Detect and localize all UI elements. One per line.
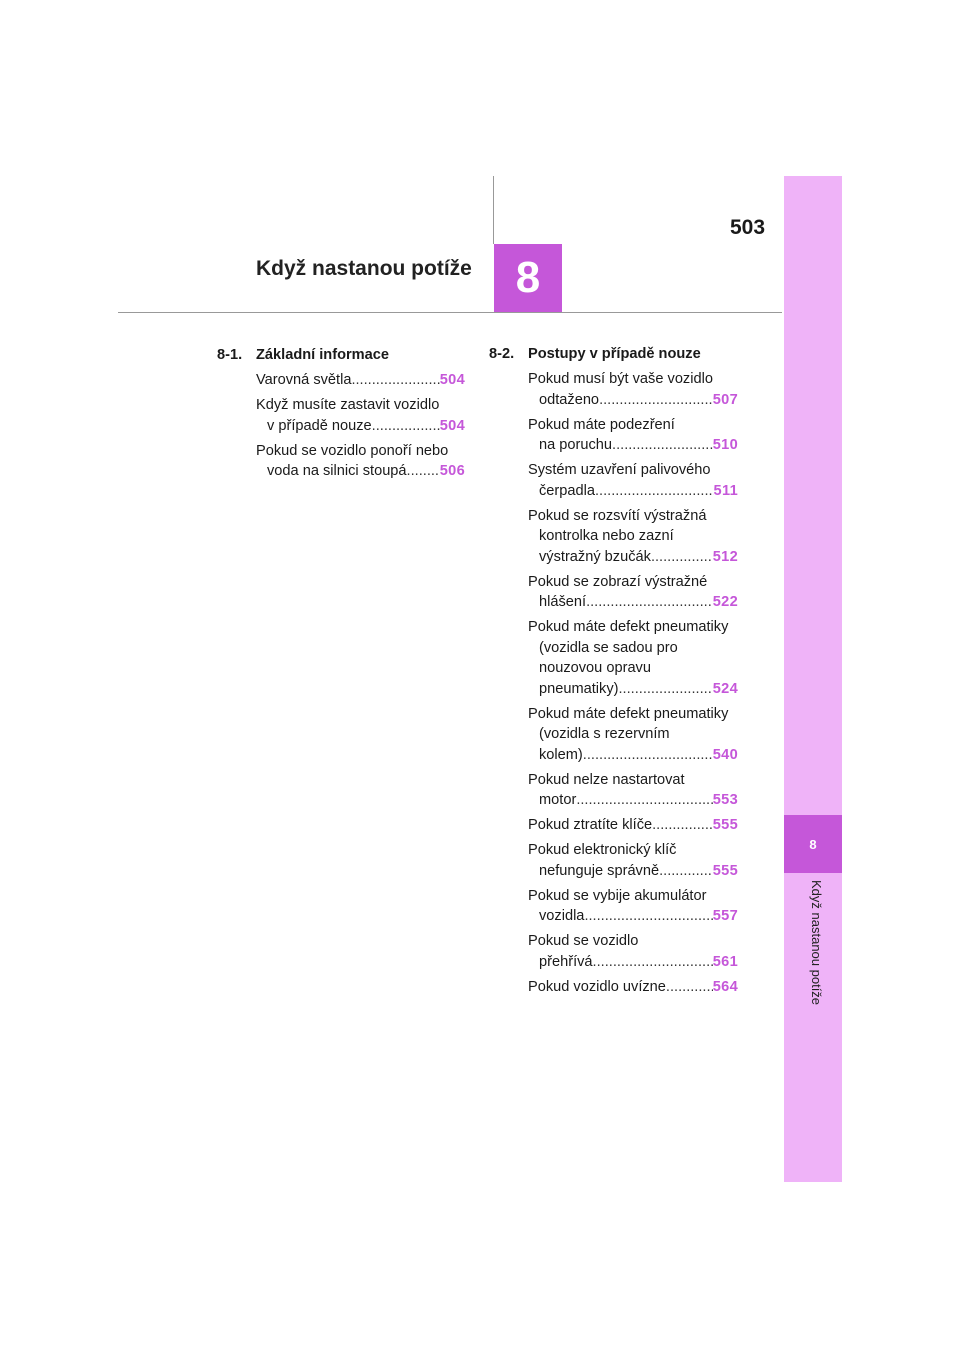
toc-entry-text: výstražný bzučák [539,548,651,565]
toc-entry-row [528,790,738,811]
page-number: 503 [730,216,766,239]
toc-entry[interactable] [256,395,465,436]
toc-entry-text: Pokud máte defekt pneumatiky [528,705,729,722]
toc-entry-text: vozidla [539,908,585,924]
leader-dots [583,745,713,766]
header-horizontal-rule [118,312,782,313]
toc-entry-text: Pokud nelze nastartovat [528,771,685,788]
chapter-title: Když nastanou potíže [256,257,472,280]
toc-entry-text: Pokud se vybije akumulátor [528,887,707,904]
toc-entry[interactable] [528,506,738,568]
toc-entry-text: motor [539,792,577,808]
toc-entry-text: kolem) [539,746,583,763]
leader-dots [612,435,713,456]
toc-section-8-1 [217,345,465,482]
leader-dots [619,679,713,700]
page-link[interactable]: 510 [712,437,738,453]
section-number: 8-1. [217,347,243,363]
toc-entry[interactable] [256,370,465,391]
toc-entry-text: Když musíte zastavit vozidlo [256,397,440,413]
header-vertical-rule [493,176,494,244]
leader-dots [584,906,712,927]
toc-entry-text: v případě nouze [267,417,372,434]
leader-dots [652,815,713,836]
page-link[interactable]: 522 [712,594,738,610]
toc-entry-row [528,390,738,411]
toc-entry[interactable] [528,840,738,881]
leader-dots [372,416,440,437]
leader-dots [407,461,440,482]
section-number: 8-2. [489,346,515,362]
page-link[interactable]: 524 [712,680,738,697]
toc-entry[interactable] [528,704,738,766]
page-link[interactable]: 506 [439,463,465,479]
leader-dots [599,390,713,411]
toc-entry-row [256,461,465,482]
toc-entry-text: Pokud máte podezření [528,416,675,433]
toc-entry-text: hlášení [539,594,587,610]
toc-entry-text: voda na silnici stoupá [267,463,407,479]
toc-entries [256,370,465,482]
toc-entry-row [528,745,738,766]
page-link[interactable]: 512 [712,548,738,565]
toc-entry-text: Pokud se vozidlo [528,933,639,949]
toc-entry-text: nefunguje správně [539,862,660,879]
leader-dots [586,592,713,613]
page-link[interactable]: 561 [712,953,738,970]
toc-section-8-2 [489,344,738,997]
toc-entry-row [528,547,738,568]
page-link[interactable]: 564 [712,978,738,995]
toc-entry-text: přehřívá [539,953,593,970]
leader-dots [576,790,712,811]
page-link[interactable]: 504 [439,417,465,434]
toc-entry-text: odtaženo [539,391,600,408]
toc-entry[interactable] [528,572,738,613]
page-link[interactable]: 557 [712,908,738,924]
toc-entry[interactable] [528,977,738,998]
toc-entry-row [528,861,738,882]
toc-entry-row [528,952,738,973]
toc-entry-row [528,679,738,700]
section-title: Postupy v případě nouze [528,346,701,362]
page-link[interactable]: 555 [712,817,738,833]
toc-entry[interactable] [256,441,465,482]
side-tab-label: Když nastanou potíže [809,880,824,1006]
toc-entries [528,369,738,997]
toc-entry-text: kontrolka nebo zazní [539,528,674,544]
toc-entry-text: nouzovou opravu [539,660,651,676]
toc-entry[interactable] [528,770,738,811]
toc-entry-row [528,435,738,456]
toc-entry-row [256,370,465,391]
toc-entry-text: Pokud máte defekt pneumatiky [528,619,729,635]
toc-entry-row [528,592,738,613]
leader-dots [659,861,713,882]
page-link[interactable]: 511 [713,482,738,499]
toc-entry[interactable] [528,815,738,836]
toc-entry[interactable] [528,369,738,410]
page-link[interactable]: 555 [712,862,738,879]
toc-entry-row [528,977,738,998]
page-link[interactable]: 553 [712,792,738,808]
page-link[interactable]: 504 [439,372,465,388]
toc-entry-text: pneumatiky) [539,680,619,697]
toc-entry-text: Pokud se zobrazí výstražné [528,573,708,590]
toc-entry[interactable] [528,931,738,972]
toc-entry-row [528,481,738,502]
toc-entry[interactable] [528,886,738,927]
toc-entry-text: Varovná světla [256,372,352,388]
section-title: Základní informace [256,347,390,363]
toc-entry-row [528,815,738,836]
toc-entry-row [528,906,738,927]
leader-dots [351,370,439,391]
toc-entry[interactable] [528,617,738,699]
leader-dots [651,547,713,568]
toc-entry-text: Pokud ztratíte klíče [528,817,653,833]
leader-dots [595,481,714,502]
side-tab-number[interactable]: 8 [784,815,842,873]
leader-dots [666,977,713,998]
toc-entry-text: na poruchu [539,437,613,453]
page-link[interactable]: 507 [712,391,738,408]
toc-entry-text: Pokud se vozidlo ponoří nebo [256,442,449,459]
toc-entry[interactable] [528,415,738,456]
chapter-number-box: 8 [494,244,562,312]
toc-entry-text: Pokud se rozsvítí výstražná [528,507,707,524]
page-link[interactable]: 540 [712,746,738,763]
side-tab [784,176,842,1182]
toc-entry-text: Pokud musí být vaše vozidlo [528,371,713,387]
toc-entry-text: (vozidla se sadou pro [539,639,678,656]
toc-entry-text: čerpadla [539,482,595,499]
toc-entry-text: (vozidla s rezervním [539,726,670,742]
toc-entry[interactable] [528,460,738,501]
toc-entry-text: Pokud elektronický klíč [528,842,677,858]
toc-entry-text: Systém uzavření palivového [528,462,711,478]
toc-entry-text: Pokud vozidlo uvízne [528,978,666,995]
leader-dots [593,952,713,973]
toc-entry-row [256,416,465,437]
